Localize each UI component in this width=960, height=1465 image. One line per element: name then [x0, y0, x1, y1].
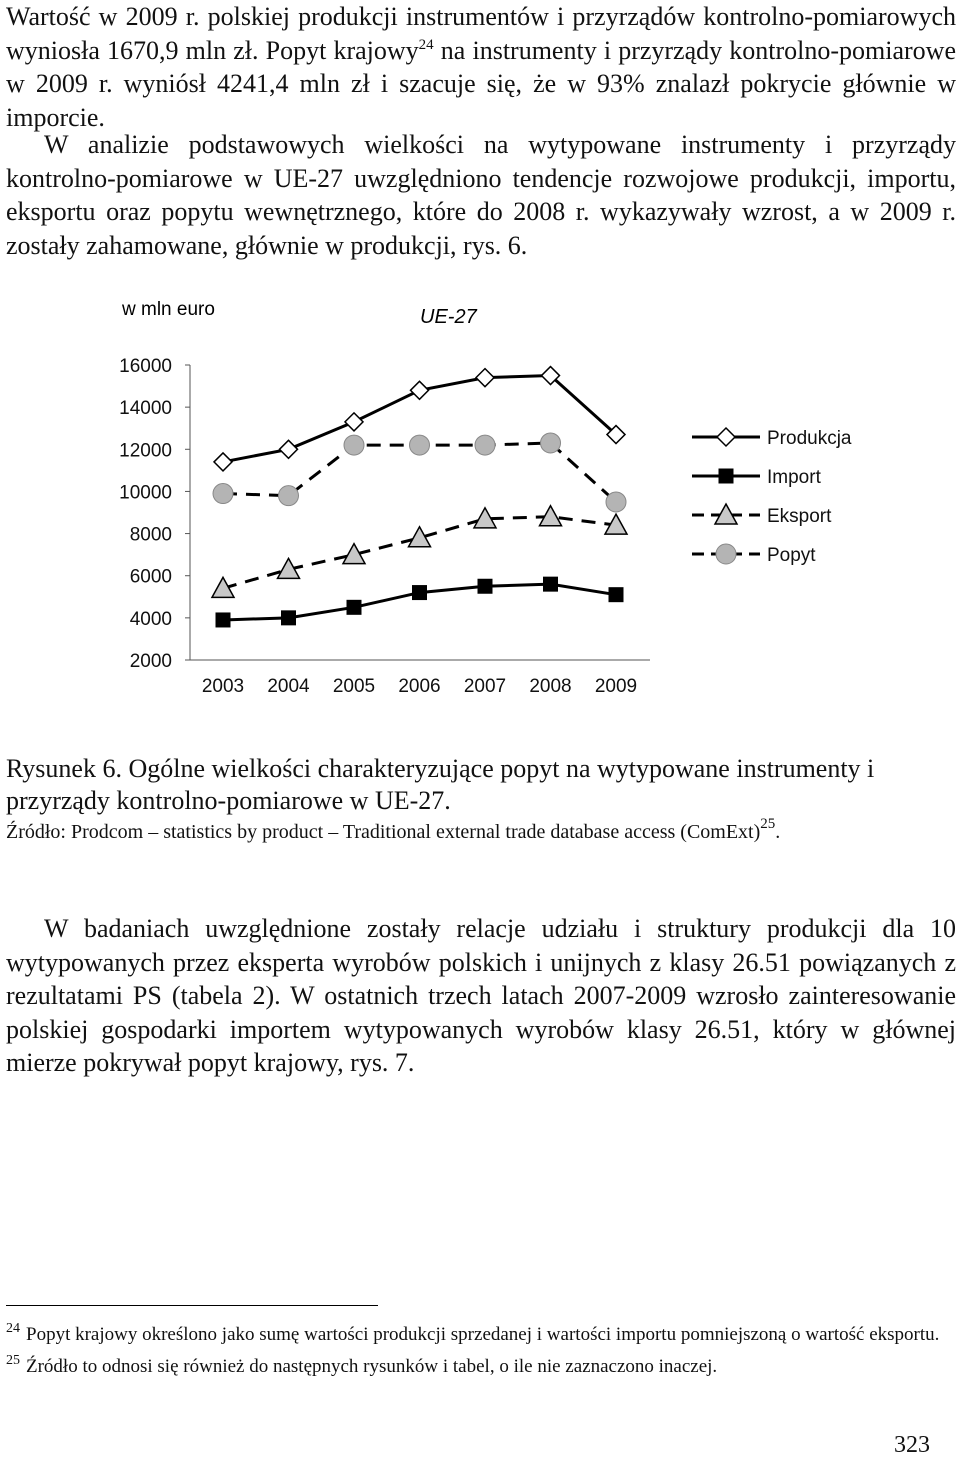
legend-label: Import: [767, 467, 821, 488]
chart-legend: [692, 428, 852, 566]
legend-marker: [717, 428, 735, 446]
data-point-produkcja: [280, 440, 298, 458]
y-tick-label: 6000: [129, 566, 172, 588]
footnote-separator: [6, 1305, 378, 1306]
footnote-mark: 25: [6, 1353, 20, 1368]
x-tick-label: 2009: [594, 676, 638, 697]
series-popyt: [213, 433, 626, 512]
y-axis-unit-label: w mln euro: [122, 299, 215, 320]
footnote-text: Źródło to odnosi się również do następnych rysunków i tabel, o ile nie zaznaczono inaczej.: [26, 1356, 718, 1377]
y-tick-label: 8000: [129, 524, 172, 546]
data-point-import: [282, 611, 296, 625]
research-paragraph: [6, 912, 956, 1080]
x-tick-label: 2006: [398, 676, 441, 697]
data-point-import: [347, 600, 361, 614]
legend-marker: [716, 544, 736, 564]
legend-label: Popyt: [767, 545, 816, 566]
legend-item-popyt: [692, 544, 816, 566]
data-point-import: [478, 579, 492, 593]
chart-axes: [185, 365, 650, 660]
data-point-import: [413, 586, 427, 600]
data-point-produkcja: [345, 413, 363, 431]
legend-item-produkcja: [692, 428, 852, 449]
footnotes: [6, 1322, 956, 1379]
y-tick-label: 2000: [129, 651, 172, 672]
y-tick-labels: [119, 356, 172, 672]
analysis-paragraph: [6, 128, 956, 262]
source-text: Źródło: Prodcom – statistics by product – Traditional external trade database access (ComExt): [6, 821, 761, 843]
footnote-text: Popyt krajowy określono jako sumę wartości produkcji sprzedanej i wartości importu pomniejszoną o wartość eksportu.: [26, 1324, 940, 1345]
x-tick-label: 2004: [267, 676, 310, 697]
data-point-popyt: [213, 484, 233, 504]
analysis-text: W analizie podstawowych wielkości na wytypowane instrumenty i przyrządy kontrolno-pomiarowe w UE-27 uwzględniono tendencje rozwojowe produkcji, importu, eksportu oraz popytu wewnętrznego, które do 2008 r. wykazywały wzrost, a w 2009 r. zostały zahamowane, głównie w produkcji, rys. 6.: [6, 130, 956, 260]
data-point-popyt: [344, 435, 364, 455]
data-point-produkcja: [214, 453, 232, 471]
data-point-popyt: [410, 435, 430, 455]
intro-text-continued: na instrumenty i przyrządy kontrolno-pomiarowe w 2009 r. wyniósł 4241,4 mln zł i szacuje się, że w 93% znalazł pokrycie głównie w imporcie.: [6, 35, 956, 132]
x-tick-label: 2005: [332, 676, 376, 697]
legend-label: Produkcja: [767, 428, 852, 449]
chart-title: UE-27: [420, 306, 477, 328]
y-tick-label: 4000: [129, 608, 172, 630]
x-tick-label: 2007: [463, 676, 507, 697]
page-number: 323: [894, 1432, 930, 1458]
data-point-popyt: [606, 492, 626, 512]
legend-marker: [719, 469, 733, 483]
figure-source: [6, 817, 956, 847]
research-text: W badaniach uwzględnione zostały relacje udziału i struktury produkcji dla 10 wytypowanych przez eksperta wyrobów polskich i unijnych z klasy 26.51 powiązanych z rezultatami PS (tabela 2). W ostatnich trzech latach 2007-2009 wzrosło zainteresowanie polskiej gospodarki importem wytypowanych wyrobów klasy 26.51, który w głównej mierze pokrywał popyt krajowy, rys. 7.: [6, 914, 956, 1077]
figure-caption: [6, 753, 956, 847]
footnote-ref-25[interactable]: 25: [760, 816, 776, 832]
legend-item-import: [692, 467, 822, 488]
footnote-25: [6, 1354, 956, 1379]
data-point-import: [544, 577, 558, 591]
series-layer: [212, 367, 627, 627]
figure-caption-text: Rysunek 6. Ogólne wielkości charakteryzujące popyt na wytypowane instrumenty i przyrządy kontrolno-pomiarowe w UE-27.: [6, 754, 875, 815]
y-tick-label: 14000: [119, 398, 172, 420]
series-eksport: [212, 506, 627, 598]
data-point-produkcja: [411, 381, 429, 399]
legend-label: Eksport: [767, 506, 832, 527]
y-tick-label: 10000: [119, 482, 172, 504]
footnote-mark: 24: [6, 1321, 20, 1336]
data-point-import: [216, 613, 230, 627]
data-point-popyt: [279, 486, 299, 506]
legend-item-eksport: [692, 504, 832, 527]
x-tick-label: 2003: [201, 676, 245, 697]
source-end: .: [775, 821, 781, 843]
data-point-produkcja: [476, 369, 494, 387]
series-import: [216, 577, 623, 627]
intro-text: Wartość w 2009 r. polskiej produkcji instrumentów i przyrządów kontrolno-pomiarowych wyniosła 1670,9 mln zł. Popyt krajowy: [6, 2, 956, 65]
x-tick-labels: [202, 676, 637, 697]
data-point-popyt: [541, 433, 561, 453]
footnote-ref-24[interactable]: 24: [418, 36, 434, 53]
x-tick-label: 2008: [529, 676, 572, 697]
intro-paragraph: [6, 0, 956, 134]
data-point-popyt: [475, 435, 495, 455]
y-tick-label: 16000: [119, 356, 172, 377]
footnote-24: [6, 1322, 956, 1347]
data-point-import: [609, 588, 623, 602]
y-tick-label: 12000: [119, 440, 172, 462]
line-chart: [0, 285, 960, 710]
